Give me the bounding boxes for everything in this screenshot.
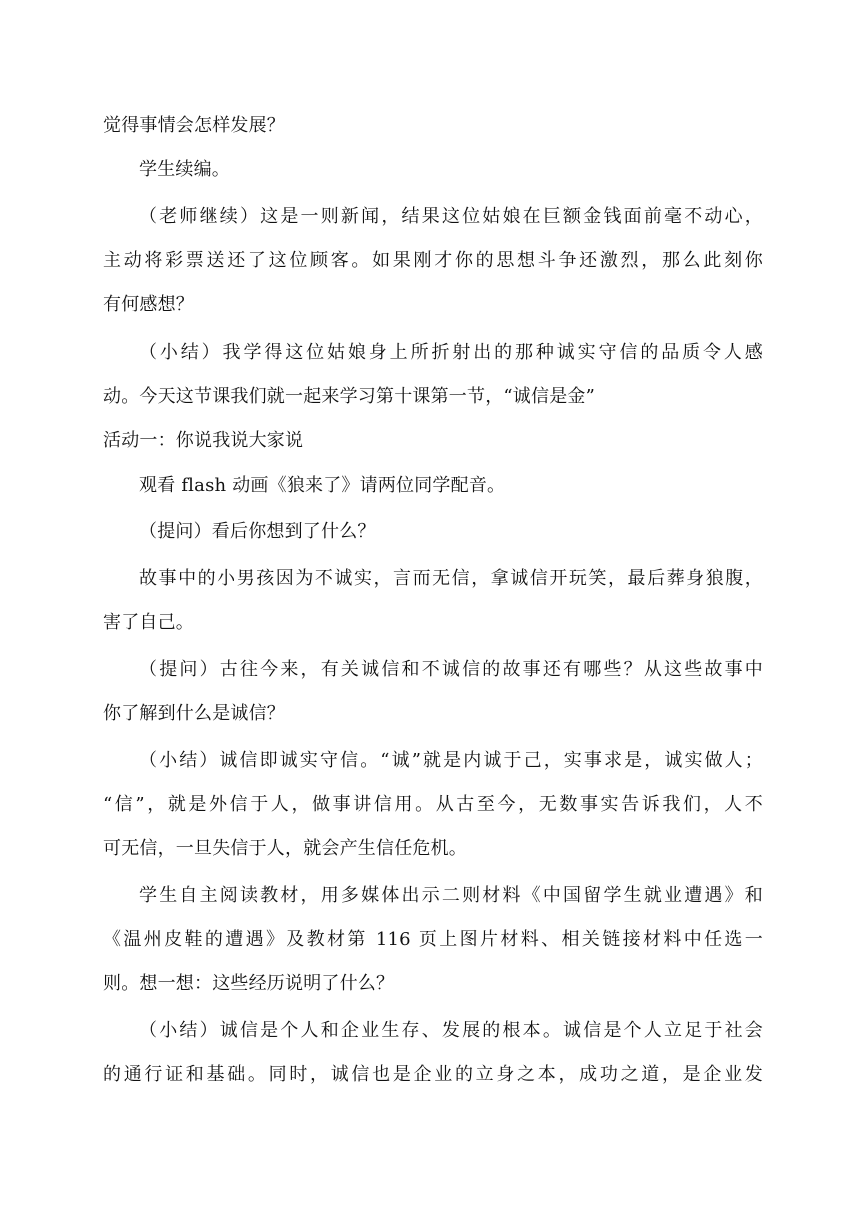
text-line-1: 觉得事情会怎样发展？ xyxy=(103,115,285,136)
text-line-11: 故事中的小男孩因为不诚实，言而无信，拿诚信开玩笑，最后葬身狼腹， xyxy=(139,568,763,589)
text-line-13: （提问）古往今来，有关诚信和不诚信的故事还有哪些？从这些故事中 xyxy=(139,659,763,680)
text-line-10: （提问）看后你想到了什么？ xyxy=(139,521,376,542)
text-line-14: 你了解到什么是诚信？ xyxy=(103,703,285,724)
text-line-16: “信”，就是外信于人，做事讲信用。从古至今，无数事实告诉我们，人不 xyxy=(103,794,763,815)
text-line-12: 害了自己。 xyxy=(103,612,194,633)
text-line-17: 可无信，一旦失信于人，就会产生信任危机。 xyxy=(103,838,467,859)
text-line-9: 观看 flash 动画《狼来了》请两位同学配音。 xyxy=(139,475,506,496)
text-line-2: 学生续编。 xyxy=(139,159,230,180)
text-line-7: 动。今天这节课我们就一起来学习第十课第一节，“诚信是金” xyxy=(103,386,596,407)
text-line-18: 学生自主阅读教材，用多媒体出示二则材料《中国留学生就业遭遇》和 xyxy=(139,885,763,906)
text-line-21: （小结）诚信是个人和企业生存、发展的根本。诚信是个人立足于社会 xyxy=(139,1020,763,1041)
text-line-4: 主动将彩票送还了这位顾客。如果刚才你的思想斗争还激烈，那么此刻你 xyxy=(103,250,763,271)
text-line-6: （小结）我学得这位姑娘身上所折射出的那种诚实守信的品质令人感 xyxy=(139,342,763,363)
section-heading: 活动一：你说我说大家说 xyxy=(103,430,304,451)
text-line-22: 的通行证和基础。同时，诚信也是企业的立身之本，成功之道，是企业发 xyxy=(103,1064,763,1085)
text-line-3: （老师继续）这是一则新闻，结果这位姑娘在巨额金钱面前毫不动心， xyxy=(139,206,763,227)
text-line-19: 《温州皮鞋的遭遇》及教材第 116 页上图片材料、相关链接材料中任选一 xyxy=(103,929,763,950)
text-line-20: 则。想一想：这些经历说明了什么？ xyxy=(103,973,395,994)
text-line-5: 有何感想？ xyxy=(103,294,194,315)
text-line-15: （小结）诚信即诚实守信。“诚”就是内诚于己，实事求是，诚实做人； xyxy=(139,750,763,771)
